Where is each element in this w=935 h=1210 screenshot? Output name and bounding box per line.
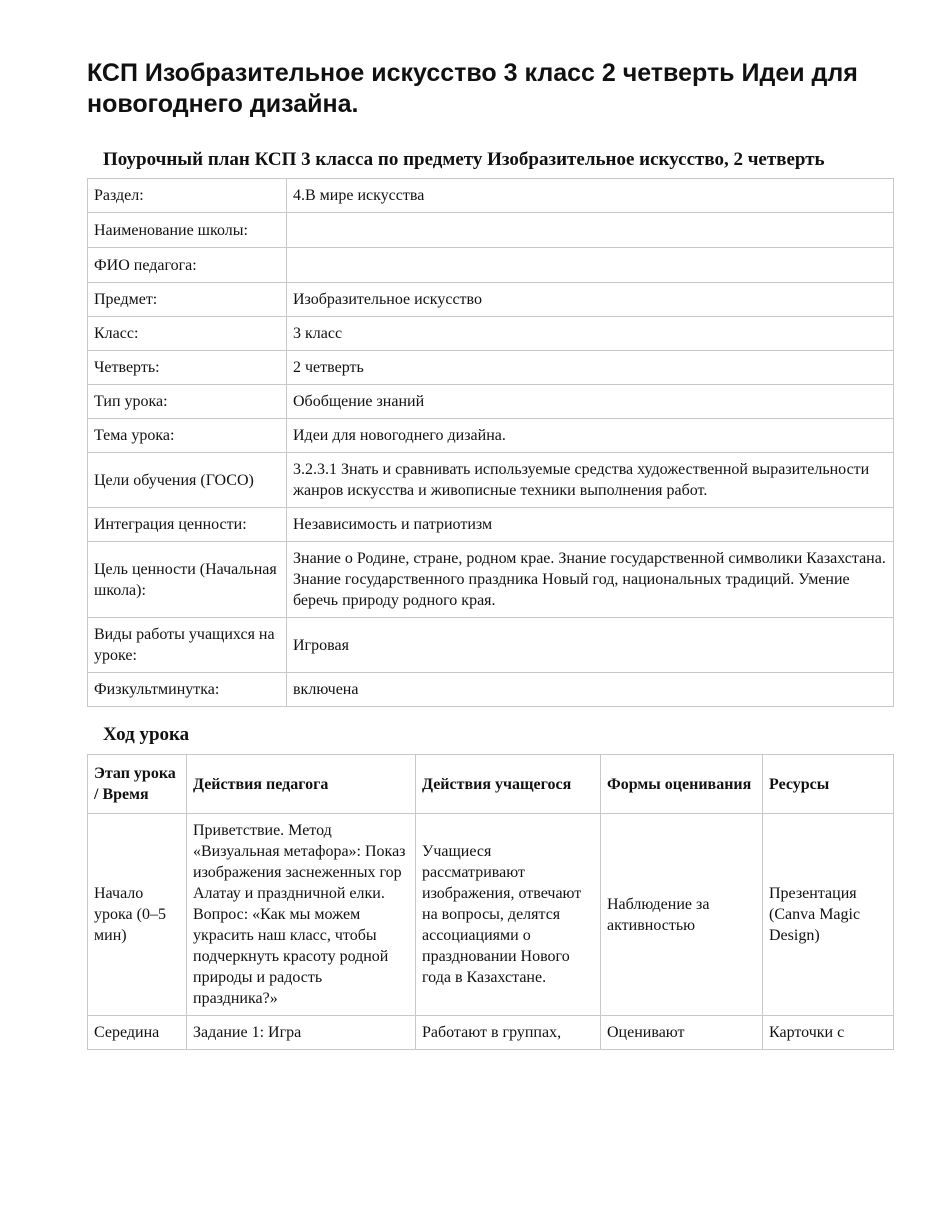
info-row (88, 453, 894, 508)
info-key: ФИО педагога: (88, 248, 287, 283)
info-key: Физкультминутка: (88, 673, 287, 707)
info-value: 3.2.3.1 Знать и сравнивать используемые средства художественной выразительности жанров искусства и живописные техники выполнения работ. (287, 453, 894, 508)
info-row (88, 618, 894, 673)
document-title: КСП Изобразительное искусство 3 класс 2 четверть Идеи для новогоднего дизайна. (87, 59, 858, 118)
column-header: Формы оценивания (601, 755, 763, 814)
info-row (88, 673, 894, 707)
info-key: Интеграция ценности: (88, 508, 287, 542)
info-value: Игровая (287, 618, 894, 673)
info-row (88, 317, 894, 351)
info-key: Наименование школы: (88, 213, 287, 248)
info-row (88, 213, 894, 248)
table-cell: Работают в группах, (416, 1016, 601, 1050)
info-row (88, 283, 894, 317)
table-cell: Наблюдение за активностью (601, 814, 763, 1016)
table-cell: Оценивают (601, 1016, 763, 1050)
info-row (88, 179, 894, 213)
info-key: Цель ценности (Начальная школа): (88, 542, 287, 618)
info-key: Четверть: (88, 351, 287, 385)
info-key: Виды работы учащихся на уроке: (88, 618, 287, 673)
info-key: Класс: (88, 317, 287, 351)
column-header: Ресурсы (763, 755, 894, 814)
plan-heading: Поурочный план КСП 3 класса по предмету Изобразительное искусство, 2 четверть (103, 149, 825, 170)
info-value (287, 213, 894, 248)
info-value: 4.В мире искусства (287, 179, 894, 213)
table-row (88, 814, 894, 1016)
column-header: Действия учащегося (416, 755, 601, 814)
info-row (88, 351, 894, 385)
info-value: Обобщение знаний (287, 385, 894, 419)
column-header: Действия педагога (187, 755, 416, 814)
info-key: Тип урока: (88, 385, 287, 419)
table-cell: Учащиеся рассматривают изображения, отвечают на вопросы, делятся ассоциациями о праздновании Нового года в Казахстане. (416, 814, 601, 1016)
info-row (88, 508, 894, 542)
info-row (88, 542, 894, 618)
lesson-progress-table (87, 754, 894, 1050)
info-row (88, 248, 894, 283)
info-value: Идеи для новогоднего дизайна. (287, 419, 894, 453)
info-row (88, 419, 894, 453)
info-key: Предмет: (88, 283, 287, 317)
info-value (287, 248, 894, 283)
table-row (88, 1016, 894, 1050)
table-cell: Презентация (Canva Magic Design) (763, 814, 894, 1016)
table-cell: Задание 1: Игра (187, 1016, 416, 1050)
info-value: 2 четверть (287, 351, 894, 385)
info-value: Изобразительное искусство (287, 283, 894, 317)
table-cell: Карточки с (763, 1016, 894, 1050)
info-value: 3 класс (287, 317, 894, 351)
info-row (88, 385, 894, 419)
table-cell: Начало урока (0–5 мин) (88, 814, 187, 1016)
table-cell: Приветствие. Метод «Визуальная метафора»: Показ изображения заснеженных гор Алатау и праздничной елки. Вопрос: «Как мы можем украсить наш класс, чтобы подчеркнуть красоту родной природы и радость праздника?» (187, 814, 416, 1016)
table-cell: Середина (88, 1016, 187, 1050)
column-header: Этап урока / Время (88, 755, 187, 814)
info-value: включена (287, 673, 894, 707)
info-value: Независимость и патриотизм (287, 508, 894, 542)
info-key: Раздел: (88, 179, 287, 213)
lesson-header-row (88, 755, 894, 814)
info-value: Знание о Родине, стране, родном крае. Знание государственной символики Казахстана. Знание государственного праздника Новый год, национальных традиций. Умение беречь природу родного края. (287, 542, 894, 618)
info-key: Цели обучения (ГОСО) (88, 453, 287, 508)
document-page (87, 58, 893, 1050)
lesson-info-table (87, 178, 894, 707)
lesson-heading: Ход урока (103, 724, 190, 745)
info-key: Тема урока: (88, 419, 287, 453)
